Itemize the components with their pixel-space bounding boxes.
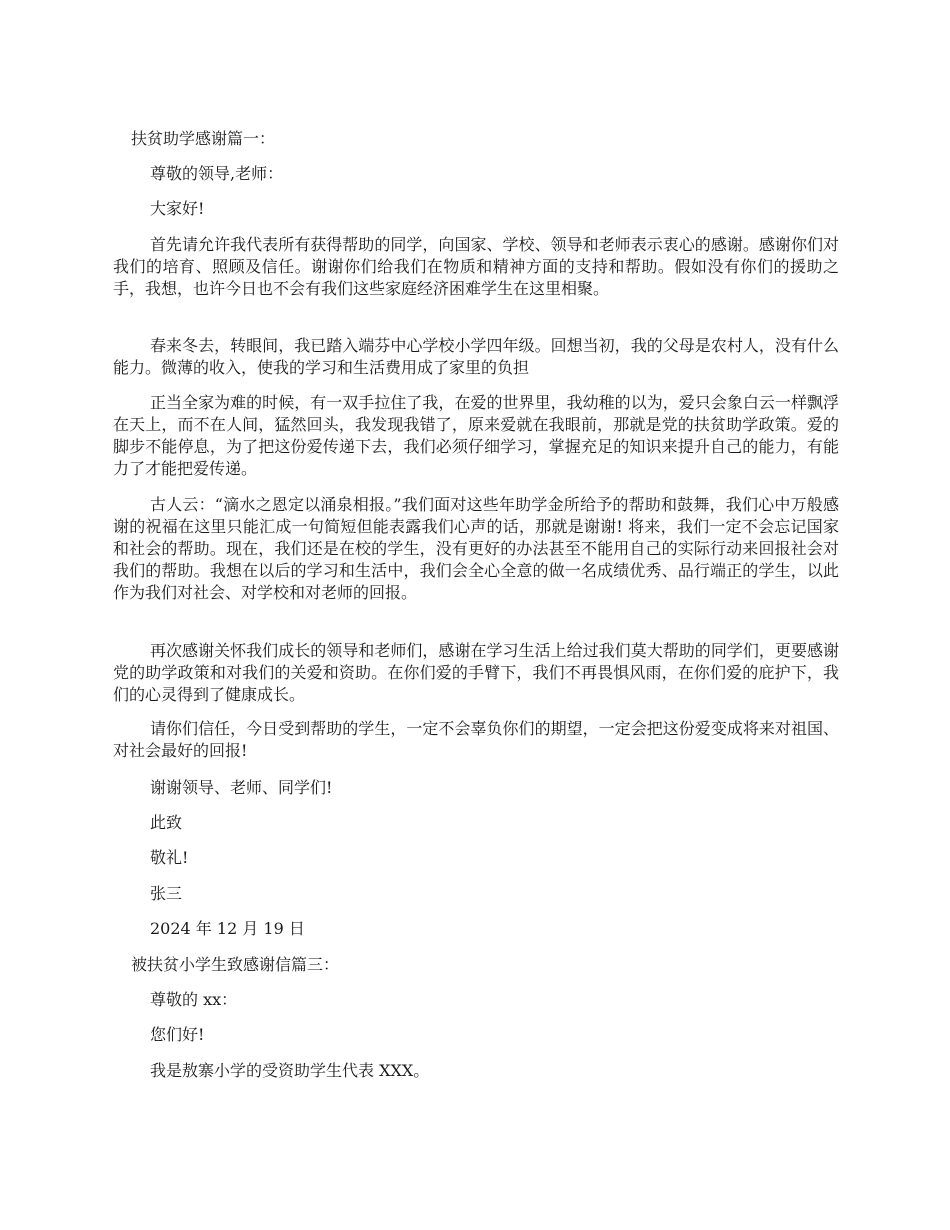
- section2-salutation: 尊敬的 xx：: [150, 990, 238, 1009]
- thanks-line: 谢谢领导、老师、同学们!: [150, 778, 333, 797]
- section2-intro: 我是敖寨小学的受资助学生代表 XXX。: [150, 1061, 430, 1080]
- paragraph-2: 春来冬去，转眼间，我已踏入端芬中心学校小学四年级。回想当初，我的父母是农村人，没有什么能力。微薄的收入，使我的学习和生活费用成了家里的负担: [113, 336, 839, 377]
- signature: 张三: [150, 884, 183, 903]
- section1-greeting: 大家好!: [150, 199, 205, 218]
- paragraph-5: 再次感谢关怀我们成长的领导和老师们，感谢在学习生活上给过我们莫大帮助的同学们，更要感谢党的助学政策和对我们的关爱和资助。在你们爱的手臂下，我们不再畏惧风雨，在你们爱的庇护下，我们的心灵得到了健康成长。: [113, 641, 839, 704]
- section2-greeting: 您们好!: [150, 1025, 205, 1044]
- date: 2024 年 12 月 19 日: [150, 919, 305, 938]
- paragraph-6: 请你们信任，今日受到帮助的学生，一定不会辜负你们的期望，一定会把这份爱变成将来对祖国、对社会最好的回报!: [113, 719, 839, 760]
- section1-salutation: 尊敬的领导,老师：: [150, 164, 284, 183]
- paragraph-4: 古人云：“滴水之恩定以涌泉相报。”我们面对这些年助学金所给予的帮助和鼓舞，我们心中万般感谢的祝福在这里只能汇成一句简短但能表露我们心声的话，那就是谢谢! 将来，我们一定不会忘记国家和社会的帮助。现在，我们还是在校的学生，没有更好的办法甚至不能用自己的实际行动来回报社会对我们的帮助。我想在以后的学习和生活中，我们会全心全意的做一名成绩优秀、品行端正的学生，以此作为我们对社会、对学校和对老师的回报。: [113, 495, 839, 602]
- section1-title: 扶贫助学感谢篇一：: [131, 129, 276, 148]
- closing-line-1: 此致: [150, 813, 183, 832]
- closing-line-2: 敬礼!: [150, 848, 189, 867]
- paragraph-1: 首先请允许我代表所有获得帮助的同学，向国家、学校、领导和老师表示衷心的感谢。感谢你们对我们的培育、照顾及信任。谢谢你们给我们在物质和精神方面的支持和帮助。假如没有你们的援助之手，我想，也许今日也不会有我们这些家庭经济困难学生在这里相聚。: [113, 235, 839, 298]
- section2-title: 被扶贫小学生致感谢信篇三：: [131, 955, 340, 974]
- paragraph-3: 正当全家为难的时候，有一双手拉住了我，在爱的世界里，我幼稚的以为，爱只会象白云一样飘浮在天上，而不在人间，猛然回头，我发现我错了，原来爱就在我眼前，那就是党的扶贫助学政策。爱的脚步不能停息，为了把这份爱传递下去，我们必须仔细学习，掌握充足的知识来提升自己的能力，有能力了才能把爱传递。: [113, 393, 839, 478]
